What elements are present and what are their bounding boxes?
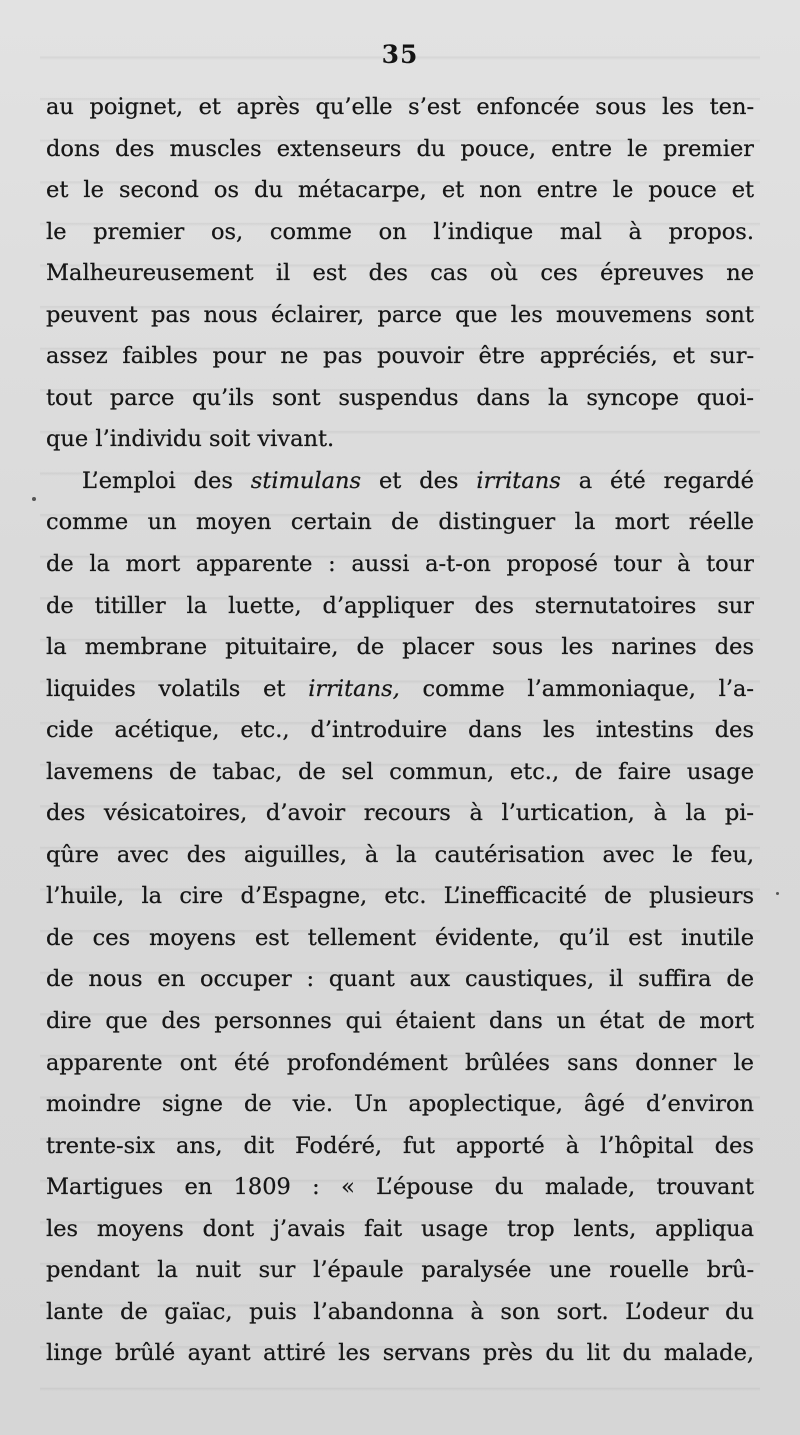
text-line: de la mort apparente : aussi a-t-on proposé tour à tour xyxy=(46,551,754,578)
text-line: au poignet, et après qu’elle s’est enfoncée sous les ten- xyxy=(46,94,754,120)
text-line: dire que des personnes qui étaient dans un état de mort xyxy=(46,1008,754,1035)
text-line: Martigues en 1809 : « L’épouse du malade, trouvant xyxy=(46,1174,754,1201)
text-line: qûre avec des aiguilles, à la cautérisation avec le feu, xyxy=(46,841,754,868)
text-line: les moyens dont j’avais fait usage trop lents, appliqua xyxy=(46,1215,754,1242)
text-line: de ces moyens est tellement évidente, qu’il est inutile xyxy=(46,924,754,951)
ink-speck xyxy=(32,497,36,501)
text-line: l’huile, la cire d’Espagne, etc. L’inefficacité de plusieurs xyxy=(46,883,754,910)
body-text xyxy=(46,87,754,1375)
text-line: assez faibles pour ne pas pouvoir être appréciés, et sur- xyxy=(46,343,754,370)
text-line: linge brûlé ayant attiré les servans près du lit du malade, xyxy=(46,1340,754,1367)
text-line: cide acétique, etc., d’introduire dans les intestins des xyxy=(46,717,754,744)
text-line: tout parce qu’ils sont suspendus dans la syncope quoi- xyxy=(46,384,754,411)
text-line: le premier os, comme on l’indique mal à propos. xyxy=(46,218,754,245)
text-line: trente-six ans, dit Fodéré, fut apporté à l’hôpital des xyxy=(46,1132,754,1159)
text-line: L’emploi des stimulans et des irritans a été regardé xyxy=(82,467,754,494)
text-line: peuvent pas nous éclairer, parce que les mouvemens sont xyxy=(46,301,754,328)
text-line: comme un moyen certain de distinguer la mort réelle xyxy=(46,509,754,536)
text-line: Malheureusement il est des cas où ces épreuves ne xyxy=(46,260,754,287)
ink-speck xyxy=(776,892,779,895)
text-line: liquides volatils et irritans, comme l’ammoniaque, l’a- xyxy=(46,675,754,702)
text-line: moindre signe de vie. Un apoplectique, âgé d’environ xyxy=(46,1091,754,1118)
text-line: que l’individu soit vivant. xyxy=(46,426,335,453)
text-line: la membrane pituitaire, de placer sous les narines des xyxy=(46,634,754,661)
page-number: 35 xyxy=(381,40,419,69)
text-line: des vésicatoires, d’avoir recours à l’urtication, à la pi- xyxy=(46,800,754,827)
text-line: de titiller la luette, d’appliquer des sternutatoires sur xyxy=(46,592,754,619)
text-line: et le second os du métacarpe, et non entre le pouce et xyxy=(46,177,754,204)
text-line: dons des muscles extenseurs du pouce, entre le premier xyxy=(46,135,754,162)
text-line: apparente ont été profondément brûlées sans donner le xyxy=(46,1049,754,1076)
text-line: lante de gaïac, puis l’abandonna à son sort. L’odeur du xyxy=(46,1298,754,1325)
text-line: de nous en occuper : quant aux caustiques, il suffira de xyxy=(46,966,754,993)
text-line: pendant la nuit sur l’épaule paralysée une rouelle brû- xyxy=(46,1257,754,1284)
text-line: lavemens de tabac, de sel commun, etc., de faire usage xyxy=(46,758,754,785)
